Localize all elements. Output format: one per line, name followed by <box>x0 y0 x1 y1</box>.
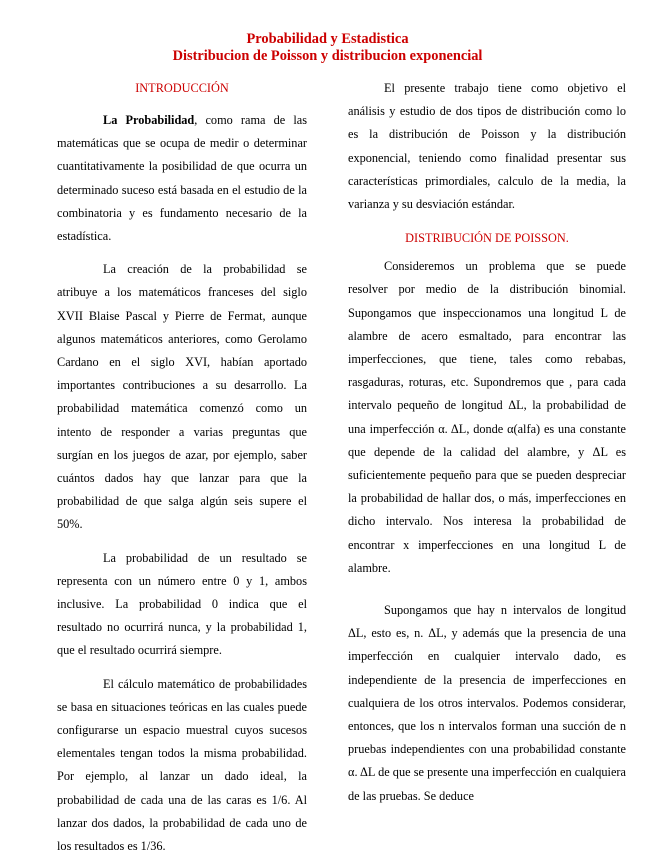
intro-paragraph-1-text: , como rama de las matemáticas que se ocupa de medir o determinar cuantitativamente la posibilidad de que ocurra un determinado suceso está basada en el estudio de la combinatoria y es fundamento necesario de la estadística. <box>57 113 307 244</box>
document-subtitle: Distribucion de Poisson y distribucion exponencial <box>172 48 483 64</box>
poisson-paragraph-2: Supongamos que hay n intervalos de longitud ΔL, esto es, n. ΔL, y además que la presencia de una imperfección en cualquier intervalo dado, es independiente de la presencia de imperfecciones en cualquiera de los otros intervalos. Podemos considerar, entonces, que los n intervalos forman una succión de n pruebas independientes con una probabilidad constante α. ΔL de que se presente una imperfección en cualquiera de las pruebas. Se deduce <box>348 603 626 803</box>
section-heading-introduccion: INTRODUCCIÓN <box>135 81 229 95</box>
poisson-paragraph-1: Consideremos un problema que se puede resolver por medio de la distribución binomial. Supongamos que inspeccionamos una longitud L de alambre de acero esmaltado, para encontrar las imperfecciones, que tiene, tales como rebabas, rasgaduras, roturas, etc. Supondremos que , para cada intervalo pequeño de longitud ΔL, la probabilidad de una imperfección α. ΔL, donde α(alfa) es una constante que depende de la calidad del alambre, y ΔL es suficientemente pequeño para que se pueden despreciar la probabilidad de hallar dos, o más, imperfecciones en dicho intervalo. Nos interesa la probabilidad de encontrar x imperfecciones en una longitud L de alambre. <box>348 259 626 575</box>
right-column <box>348 77 626 818</box>
intro-paragraph-4: El cálculo matemático de probabilidades se basa en situaciones teóricas en las cuales puede configurarse un espacio muestral cuyos sucesos elementales tengan todos la misma probabilidad. Por ejemplo, al lanzar un dado ideal, la probabilidad de cada una de las caras es 1/6. Al lanzar dos dados, la probabilidad de cada uno de los resultados es 1/36. <box>57 676 307 854</box>
objective-paragraph: El presente trabajo tiene como objetivo el análisis y estudio de dos tipos de distribución como lo es la distribución de Poisson y la distribución exponencial, teniendo como finalidad presentar sus características primordiales, calculo de la media, la varianza y su desviación estándar. <box>348 81 626 212</box>
document-title: Probabilidad y Estadistica <box>246 31 409 47</box>
intro-paragraph-1 <box>57 109 307 248</box>
left-column <box>57 78 307 868</box>
intro-paragraph-3: La probabilidad de un resultado se representa con un número entre 0 y 1, ambos inclusive. La probabilidad 0 indica que el resultado no ocurrirá nunca, y la probabilidad 1, que el resultado ocurrirá siempre. <box>57 550 307 658</box>
intro-paragraph-2: La creación de la probabilidad se atribuye a los matemáticos franceses del siglo XVII Blaise Pascal y Pierre de Fermat, aunque algunos matemáticos anteriores, como Gerolamo Cardano en el siglo XVI, habían aportado importantes contribuciones a su desarrollo. La probabilidad matemática comenzó como un intento de responder a varias preguntas que surgían en los juegos de azar, por ejemplo, saber cuántos dados hay que lanzar para que la probabilidad de que salga algún seis supere el 50%. <box>57 262 307 532</box>
section-heading-poisson: DISTRIBUCIÓN DE POISSON. <box>405 231 569 246</box>
intro-bold-term: La Probabilidad <box>103 113 195 127</box>
